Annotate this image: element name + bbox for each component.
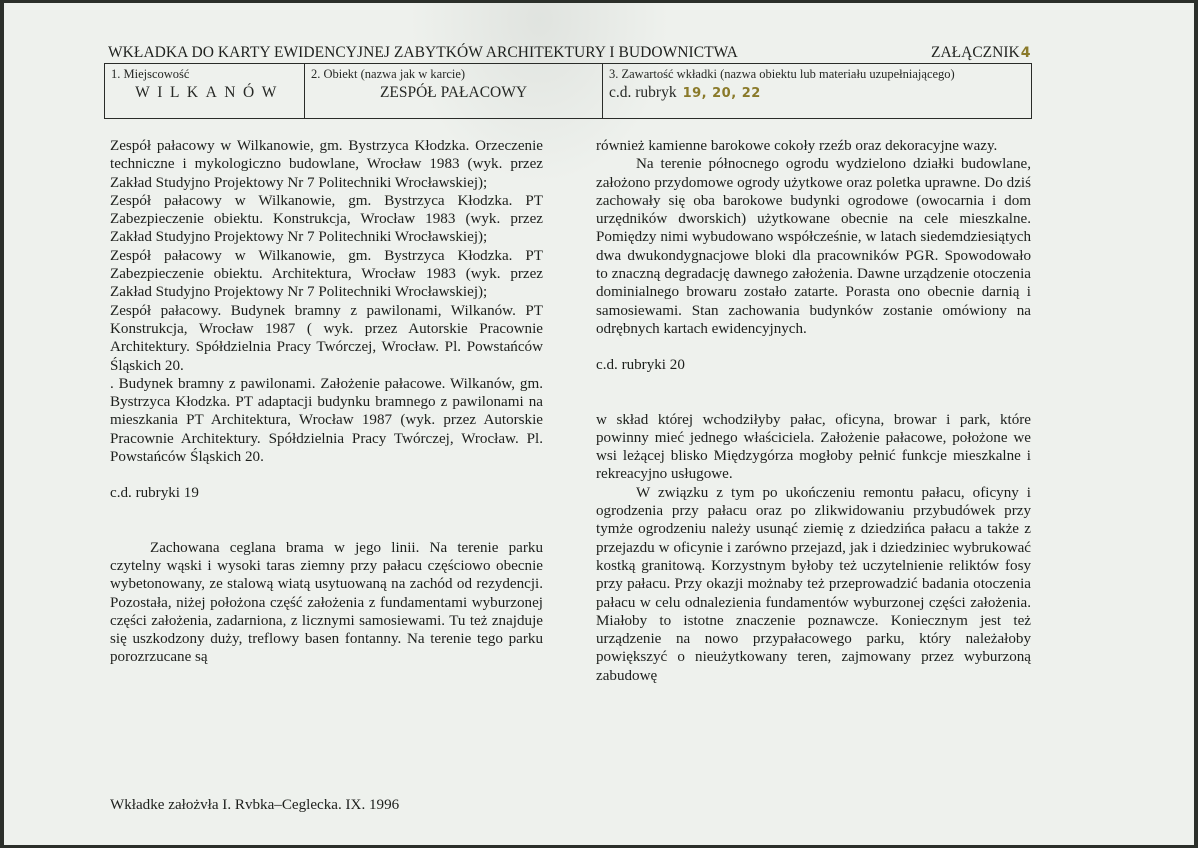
- document-sheet: [4, 3, 1194, 845]
- attachment-number: 4: [1020, 45, 1031, 61]
- spacer: [110, 503, 543, 521]
- field-object: [305, 64, 603, 118]
- reference-item: Zespół pałacowy. Budynek bramny z pawilonami, Wilkanów. PT Konstrukcja, Wrocław 1987 ( wyk. przez Autorskie Pracownie Architektury. Spółdzielnia Pracy Twórczej, Wrocław. Pl. Powstańców Śląskich 20.: [110, 302, 543, 374]
- field-object-value: ZESPÓŁ PAŁACOWY: [379, 84, 528, 101]
- attachment-label: [931, 44, 1030, 62]
- attachment-label-text: ZAŁĄCZNIK: [931, 44, 1020, 61]
- reference-item: . Budynek bramny z pawilonami. Założenie pałacowe. Wilkanów, gm. Bystrzyca Kłodzka. PT adaptacji budynku bramnego z pawilonami na mieszkania PT Architektura, Wrocław 1987 (wyk. przez Autorskie Pracownie Architektury. Spółdzielnia Pracy Twórczej, Wrocław. Pl. Powstańców Śląskich 20.: [110, 375, 543, 466]
- section-heading-19: c.d. rubryki 19: [110, 485, 199, 502]
- spacer: [596, 393, 1031, 411]
- field-locality-value: WILKANÓW: [135, 84, 284, 101]
- field-contents: [603, 64, 1031, 118]
- spacer: [596, 338, 1031, 356]
- field-object-label: 2. Obiekt (nazwa jak w karcie): [311, 67, 466, 81]
- reference-item: Zespół pałacowy w Wilkanowie, gm. Bystrzyca Kłodzka. PT Zabezpieczenie obiektu. Architektura, Wrocław 1983 (wyk. przez Zakład Studyjno Projektowy Nr 7 Politechniki Wrocławskiej);: [110, 247, 543, 301]
- paragraph-section-20: w skład której wchodziłyby pałac, oficyna, browar i park, które powinny mieć jednego właściciela. Założenie pałacowe, położone we wsi leżącej blisko Międzygórza mogłoby pełnić funkcje mieszkalne i rekreacyjno usługowe.: [596, 411, 1031, 483]
- spacer: [596, 375, 1031, 393]
- continuation-text: również kamienne barokowe cokoły rzeźb oraz dekoracyjne wazy.: [596, 138, 998, 154]
- form-title: WKŁADKA DO KARTY EWIDENCYJNEJ ZABYTKÓW ARCHITEKTURY I BUDOWNICTWA: [108, 44, 738, 61]
- reference-item: Zespół pałacowy w Wilkanowie, gm. Bystrzyca Kłodzka. PT Zabezpieczenie obiektu. Konstrukcja, Wrocław 1983 (wyk. przez Zakład Studyjno Projektowy Nr 7 Politechniki Wrocławskiej);: [110, 192, 543, 246]
- section-heading-20: c.d. rubryki 20: [596, 357, 685, 374]
- paragraph-north-garden: Na terenie północnego ogrodu wydzielono działki budowlane, założono przydomowe ogrody użytkowe oraz poletka uprawne. Do dziś zachowały się oba barokowe budynki ogrodowe (owocarnia i dom urzędników dworskich) użytkowane obecnie na cele mieszkalne. Pomiędzy nimi wybudowano współcześnie, w latach siedemdziesiątych dwa dwukondygnacjowe bloki dla pracowników PGR. Spowodowało to znaczną degradację dawnego założenia. Dawne urządzenie otoczenia dominialnego browaru zostało zatarte. Porasta ono obecnie darnią i samosiewami. Stan zachowania budynków zostanie omówiony na odrębnych kartach ewidencyjnych.: [596, 156, 1031, 337]
- right-column: [596, 137, 1031, 685]
- field-contents-value: [609, 84, 761, 102]
- reference-item: Zespół pałacowy w Wilkanowie, gm. Bystrzyca Kłodzka. Orzeczenie techniczne i mykologiczno budowlane, Wrocław 1983 (wyk. przez Zakład Studyjno Projektowy Nr 7 Politechniki Wrocławskiej);: [110, 138, 543, 191]
- left-column: [110, 137, 543, 667]
- paragraph-recommendations: W związku z tym po ukończeniu remontu pałacu, oficyny i ogrodzenia przy pałacu oraz po zlikwidowaniu przybudówek przy tymże ogrodzeniu należy usunąć ziemię z dziedzińca pałacu a także z przejazdu w oficynie i zarówno przejazd, jak i dziedziniec wybrukować kostką granitową. Korzystnym byłoby też uczytelnienie reliktów fosy przy pałacu. Przy okazji możnaby też przeprowadzić badania otoczenia pałacu w celu odnalezienia fundamentów wyburzonej części założenia. Miałoby to istotne znaczenie poznawcze. Koniecznym jest też urządzenie na nowo przypałacowego parku, który należałoby powiększyć o nieużytkowany teren, zajmowany przez wyburzoną zabudowę: [596, 484, 1031, 684]
- field-contents-label: 3. Zawartość wkładki (nazwa obiektu lub materiału uzupełniającego): [609, 67, 955, 81]
- spacer: [110, 466, 543, 484]
- header-fields-table: [104, 63, 1032, 119]
- field-contents-handwritten: 19, 20, 22: [682, 86, 761, 101]
- field-locality: [105, 64, 305, 118]
- paragraph-section-19: Zachowana ceglana brama w jego linii. Na terenie parku czytelny wąski i wysoki taras ziemny przy pałacu częściowo obecnie wybetonowany, ze stalową wiatą usytuowaną na zachód od rezydencji. Pozostała, niżej położona część założenia z fundamentami wyburzonej części założenia, zadarniona, z licznymi samosiewami. Tu też znajduje się uszkodzony duży, treflowy basen fontanny. Na terenie tego parku porozrzucane są: [110, 539, 543, 666]
- footer-author-note: Wkładke założvła I. Rvbka–Ceglecka. IX. 1996: [110, 797, 400, 813]
- spacer: [110, 521, 543, 539]
- field-contents-text: c.d. rubryk: [609, 84, 677, 101]
- field-locality-label: 1. Miejscowość: [111, 67, 190, 81]
